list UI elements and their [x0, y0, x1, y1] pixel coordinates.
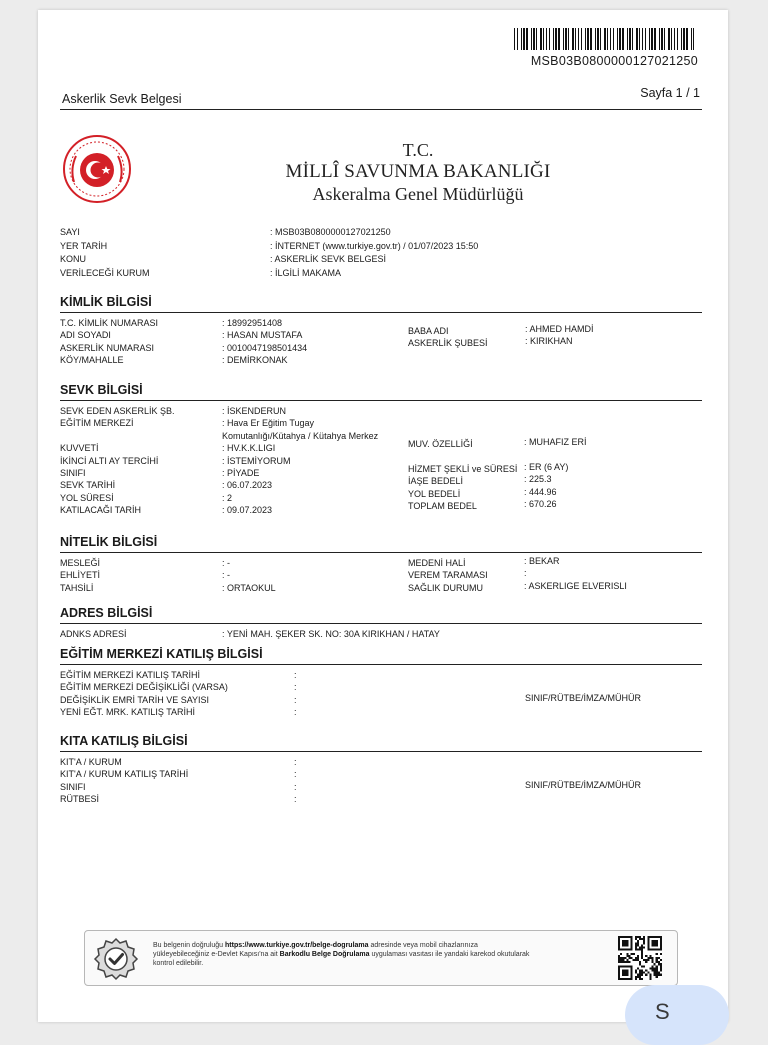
heading-line-2: MİLLÎ SAVUNMA BAKANLIĞI — [285, 161, 551, 182]
field-value: : 0010047198501434 — [222, 342, 308, 353]
field-label: T.C. KİMLİK NUMARASI — [60, 318, 159, 328]
field-value: : — [294, 769, 297, 780]
field-value: Komutanlığı/Kütahya / Kütahya Merkez — [222, 430, 379, 441]
header-rule — [60, 109, 702, 110]
ministry-heading — [218, 140, 618, 205]
field-label: KIT'A / KURUM KATILIŞ TARİHİ — [60, 769, 189, 780]
training-labels — [60, 669, 228, 719]
meta-label: YER TARİH — [60, 240, 108, 251]
verification-app-name: Barkodlu Belge Doğrulama — [279, 951, 370, 958]
heading-line-1: T.C. — [402, 140, 434, 160]
field-label: HİZMET ŞEKLİ ve SÜRESİ — [408, 463, 518, 474]
meta-value: : İLGİLİ MAKAMA — [270, 267, 342, 278]
heading-line-3: Askeralma Genel Müdürlüğü — [312, 184, 524, 204]
field-label: ASKERLİK NUMARASI — [60, 342, 155, 353]
unit-fields — [60, 756, 702, 810]
field-label: EĞİTİM MERKEZİ DEĞİŞİKLİĞİ (VARSA) — [60, 682, 228, 693]
field-value: : 2 — [222, 492, 233, 503]
identity-right-labels — [408, 325, 488, 350]
qualification-left-values — [222, 557, 276, 594]
section-title: KITA KATILIŞ BİLGİSİ — [60, 734, 702, 752]
field-label — [60, 430, 175, 442]
field-label: KIT'A / KURUM — [60, 757, 122, 767]
field-value: : 444.96 — [524, 486, 557, 497]
meta-label: VERİLECEĞİ KURUM — [60, 267, 150, 278]
field-label: DEĞİŞİKLİK EMRİ TARİH VE SAYISI — [60, 694, 210, 705]
field-value: : MUHAFIZ ERİ — [524, 437, 587, 447]
meta-value: : ASKERLİK SEVK BELGESİ — [270, 254, 387, 264]
field-value: : — [294, 781, 297, 792]
verification-text-part: Bu belgenin doğruluğu — [153, 942, 226, 949]
field-value — [524, 448, 587, 460]
document-page — [38, 10, 728, 1022]
verified-seal-icon — [93, 937, 139, 981]
field-label — [408, 450, 517, 462]
field-value: : İSTEMİYORUM — [222, 455, 291, 466]
qualification-left-labels — [60, 557, 100, 594]
field-label: KÖY/MAHALLE — [60, 355, 124, 366]
training-center-section — [60, 647, 702, 723]
field-label: KATILACAĞI TARİH — [60, 505, 142, 516]
field-label: ADI SOYADI — [60, 330, 111, 341]
field-value: : BEKAR — [524, 556, 560, 566]
qualification-section — [60, 535, 702, 597]
field-label: ASKERLİK ŞUBESİ — [408, 338, 488, 349]
meta-value: : İNTERNET (www.turkiye.gov.tr) / 01/07/2023 15:50 — [270, 240, 479, 251]
field-value: : — [294, 794, 297, 805]
section-title: NİTELİK BİLGİSİ — [60, 535, 702, 553]
document-meta — [60, 226, 700, 280]
field-value: : — [294, 757, 297, 767]
unit-labels — [60, 756, 188, 806]
field-value: : 06.07.2023 — [222, 480, 273, 491]
identity-left-values — [222, 317, 307, 367]
dispatch-left-values — [222, 405, 378, 517]
meta-row — [60, 253, 700, 267]
section-title: KİMLİK BİLGİSİ — [60, 295, 702, 313]
field-label: SAĞLIK DURUMU — [408, 582, 484, 593]
meta-row — [60, 267, 700, 281]
identity-fields — [60, 317, 702, 369]
field-value: : — [294, 707, 297, 718]
address-fields — [60, 628, 702, 642]
meta-label: SAYI — [60, 227, 80, 237]
document-name: Askerlik Sevk Belgesi — [62, 92, 182, 106]
field-value: : DEMİRKONAK — [222, 355, 288, 366]
address-value-col — [222, 628, 440, 640]
field-label: BABA ADI — [408, 326, 449, 336]
field-value: : - — [222, 558, 230, 568]
field-value: : İSKENDERUN — [222, 406, 287, 416]
field-label: EĞİTİM MERKEZİ KATILIŞ TARİHİ — [60, 670, 201, 680]
dispatch-right-labels — [408, 438, 517, 512]
floating-action-button[interactable] — [625, 985, 729, 1045]
field-value: : 18992951408 — [222, 318, 283, 328]
field-value: : PİYADE — [222, 468, 260, 479]
field-value: : — [294, 682, 297, 693]
dispatch-fields — [60, 405, 702, 521]
field-value: : ASKERLIGE ELVERISLI — [524, 580, 627, 591]
qualification-fields — [60, 557, 702, 597]
field-value: : - — [222, 570, 230, 581]
field-label: MESLEĞİ — [60, 558, 101, 568]
field-value: : — [294, 694, 297, 705]
emblem-icon — [62, 134, 132, 204]
dispatch-right-values — [524, 436, 587, 510]
field-value: : ER (6 AY) — [524, 461, 569, 472]
meta-row — [60, 226, 700, 240]
barcode-number: MSB03B0800000127021250 — [530, 54, 698, 68]
meta-label: KONU — [60, 254, 87, 264]
page-number: Sayfa 1 / 1 — [640, 86, 700, 100]
verification-text-part: adresinde veya mobil cihazlarınıza yükleyebileceğiniz e-Devlet Kapısı'na ait — [153, 942, 478, 958]
section-title: EĞİTİM MERKEZİ KATILIŞ BİLGİSİ — [60, 647, 702, 665]
field-label: EHLİYETİ — [60, 570, 101, 581]
field-label: ADNKS ADRESİ — [60, 629, 127, 639]
dispatch-section — [60, 383, 702, 521]
field-label: VEREM TARAMASI — [408, 570, 488, 581]
verification-text-part: uygulaması vasıtası ile yandaki karekod okutularak kontrol edilebilir. — [153, 951, 530, 967]
qualification-right-labels — [408, 557, 488, 594]
verification-footer — [84, 930, 678, 986]
training-center-fields — [60, 669, 702, 723]
field-value: : 670.26 — [524, 499, 557, 510]
field-value: : HASAN MUSTAFA — [222, 330, 303, 341]
field-label: KUVVETİ — [60, 443, 99, 454]
dispatch-left-labels — [60, 405, 175, 517]
signature-label: SINIF/RÜTBE/İMZA/MÜHÜR — [525, 780, 641, 790]
field-value: : YENİ MAH. ŞEKER SK. NO: 30A KIRIKHAN / HATAY — [222, 629, 440, 639]
verification-text — [153, 941, 533, 968]
field-label: SEVK TARİHİ — [60, 480, 116, 491]
qualification-right-values — [524, 555, 627, 592]
section-title: SEVK BİLGİSİ — [60, 383, 702, 401]
address-label-col — [60, 628, 127, 640]
barcode — [514, 28, 694, 50]
unit-sign-col — [525, 779, 641, 791]
identity-section — [60, 295, 702, 369]
field-label: SINIFI — [60, 468, 86, 479]
field-label: İKİNCİ ALTI AY TERCİHİ — [60, 455, 159, 466]
training-sign-col — [525, 692, 641, 704]
unit-values — [294, 756, 297, 806]
field-value: : Hava Er Eğitim Tugay — [222, 418, 315, 429]
field-label: SINIFI — [60, 781, 86, 792]
field-label: YOL SÜRESİ — [60, 492, 114, 503]
field-value: : 09.07.2023 — [222, 505, 273, 516]
field-label: YOL BEDELİ — [408, 488, 461, 499]
meta-row — [60, 240, 700, 254]
field-label: YENİ EĞT. MRK. KATILIŞ TARİHİ — [60, 707, 196, 718]
identity-right-values — [525, 323, 594, 348]
field-value: : KIRIKHAN — [525, 336, 573, 347]
field-label: TOPLAM BEDEL — [408, 501, 477, 512]
training-values — [294, 669, 297, 719]
field-label: MEDENİ HALİ — [408, 558, 466, 568]
field-label: EĞİTİM MERKEZİ — [60, 418, 134, 429]
field-label: SEVK EDEN ASKERLİK ŞB. — [60, 406, 175, 416]
identity-left-labels — [60, 317, 158, 367]
field-value: : AHMED HAMDİ — [525, 324, 594, 334]
qr-code — [618, 936, 662, 980]
address-section — [60, 606, 702, 642]
field-value: : — [524, 568, 527, 579]
field-value: : — [294, 670, 297, 680]
field-value: : ORTAOKUL — [222, 582, 276, 593]
signature-label: SINIF/RÜTBE/İMZA/MÜHÜR — [525, 693, 641, 703]
meta-value: : MSB03B0800000127021250 — [270, 227, 391, 237]
field-label: MUV. ÖZELLİĞİ — [408, 439, 473, 449]
floating-button-glyph: S — [655, 999, 670, 1024]
field-label: İAŞE BEDELİ — [408, 476, 464, 487]
verification-url: https://www.turkiye.gov.tr/belge-dogrulama — [225, 942, 369, 949]
unit-section — [60, 734, 702, 810]
field-value: : 225.3 — [524, 474, 552, 485]
field-label: RÜTBESİ — [60, 794, 100, 805]
field-value: : HV.K.K.LIGI — [222, 443, 276, 454]
field-label: TAHSİLİ — [60, 582, 94, 593]
section-title: ADRES BİLGİSİ — [60, 606, 702, 624]
